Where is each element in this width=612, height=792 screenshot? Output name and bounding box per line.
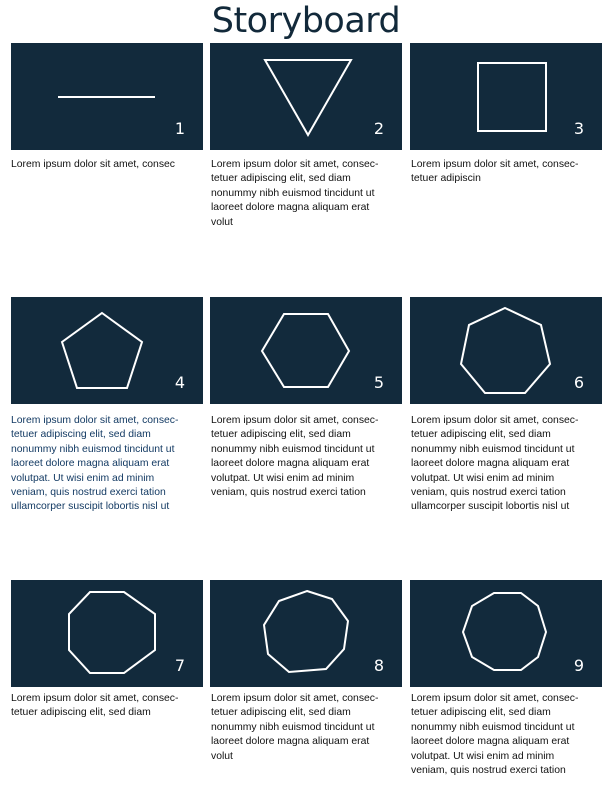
- caption-line: nonummy nibh euismod tincidunt ut: [11, 443, 175, 455]
- caption-line: tetuer adipiscing elit, sed diam: [211, 173, 351, 185]
- caption-line: Lorem ipsum dolor sit amet, consec-: [411, 415, 579, 426]
- frame-number: 8: [373, 656, 384, 675]
- caption-line: laoreet dolore magna aliquam erat: [211, 736, 370, 748]
- page-title: Storyboard: [211, 1, 401, 41]
- frame-number: 2: [373, 119, 384, 138]
- caption-line: nonummy nibh euismod tincidunt ut: [411, 721, 575, 733]
- frame-number: 3: [573, 119, 584, 138]
- caption-line: ullamcorper suscipit lobortis nisl ut: [411, 501, 570, 513]
- caption-line: volut: [211, 216, 233, 228]
- caption-line: volut: [211, 750, 233, 762]
- frame-2: [210, 43, 402, 150]
- frame-1: [11, 43, 203, 150]
- caption-line: tetuer adipiscing elit, sed diam: [411, 429, 551, 441]
- caption-line: laoreet dolore magna aliquam erat: [411, 736, 570, 748]
- frame-3: [410, 43, 602, 150]
- caption-line: laoreet dolore magna aliquam erat: [211, 458, 370, 470]
- caption-line: Lorem ipsum dolor sit amet, consec-: [11, 415, 179, 426]
- frame-number: 4: [174, 373, 185, 392]
- caption-line: Lorem ipsum dolor sit amet, consec: [11, 159, 176, 170]
- frame-number: 5: [373, 373, 384, 392]
- caption-line: nonummy nibh euismod tincidunt ut: [211, 443, 375, 455]
- caption-line: laoreet dolore magna aliquam erat: [411, 458, 570, 470]
- caption-line: ullamcorper suscipit lobortis nisl ut: [11, 501, 170, 513]
- caption-1: [11, 158, 207, 172]
- caption-line: tetuer adipiscin: [411, 173, 481, 185]
- caption-line: tetuer adipiscing elit, sed diam: [411, 707, 551, 719]
- caption-2: [211, 158, 407, 230]
- caption-line: volutpat. Ut wisi enim ad minim: [211, 472, 355, 484]
- caption-line: nonummy nibh euismod tincidunt ut: [211, 187, 375, 199]
- frame-number: 6: [573, 373, 584, 392]
- frame-number: 7: [174, 656, 185, 675]
- caption-3: [411, 158, 607, 187]
- caption-line: veniam, quis nostrud exerci tation: [411, 765, 566, 777]
- caption-line: Lorem ipsum dolor sit amet, consec-: [211, 415, 379, 426]
- caption-9: [411, 692, 607, 778]
- frame-6: [410, 297, 602, 404]
- caption-line: volutpat. Ut wisi enim ad minim: [411, 472, 555, 484]
- frame-5: [210, 297, 402, 404]
- caption-line: tetuer adipiscing elit, sed diam: [211, 707, 351, 719]
- frame-4: [11, 297, 203, 404]
- frame-8: [210, 580, 402, 687]
- caption-line: volutpat. Ut wisi enim ad minim: [11, 472, 155, 484]
- caption-line: Lorem ipsum dolor sit amet, consec-: [411, 693, 579, 704]
- caption-line: laoreet dolore magna aliquam erat: [11, 458, 170, 470]
- caption-line: Lorem ipsum dolor sit amet, consec-: [11, 693, 179, 704]
- caption-line: Lorem ipsum dolor sit amet, consec-: [411, 159, 579, 170]
- caption-line: tetuer adipiscing elit, sed diam: [11, 707, 151, 719]
- frame-number: 1: [174, 119, 185, 138]
- caption-8: [211, 692, 407, 764]
- caption-6: [411, 414, 607, 515]
- caption-line: tetuer adipiscing elit, sed diam: [211, 429, 351, 441]
- caption-line: tetuer adipiscing elit, sed diam: [11, 429, 151, 441]
- caption-line: laoreet dolore magna aliquam erat: [211, 202, 370, 214]
- frame-number: 9: [573, 656, 584, 675]
- caption-line: Lorem ipsum dolor sit amet, consec-: [211, 159, 379, 170]
- caption-line: veniam, quis nostrud exerci tation: [211, 487, 366, 499]
- frame-9: [410, 580, 602, 687]
- caption-5: [211, 414, 407, 500]
- caption-line: veniam, quis nostrud exerci tation: [11, 487, 166, 499]
- caption-line: Lorem ipsum dolor sit amet, consec-: [211, 693, 379, 704]
- caption-line: nonummy nibh euismod tincidunt ut: [211, 721, 375, 733]
- caption-line: veniam, quis nostrud exerci tation: [411, 487, 566, 499]
- caption-4: [11, 414, 207, 515]
- caption-7: [11, 692, 207, 721]
- caption-line: nonummy nibh euismod tincidunt ut: [411, 443, 575, 455]
- caption-line: volutpat. Ut wisi enim ad minim: [411, 750, 555, 762]
- frame-7: [11, 580, 203, 687]
